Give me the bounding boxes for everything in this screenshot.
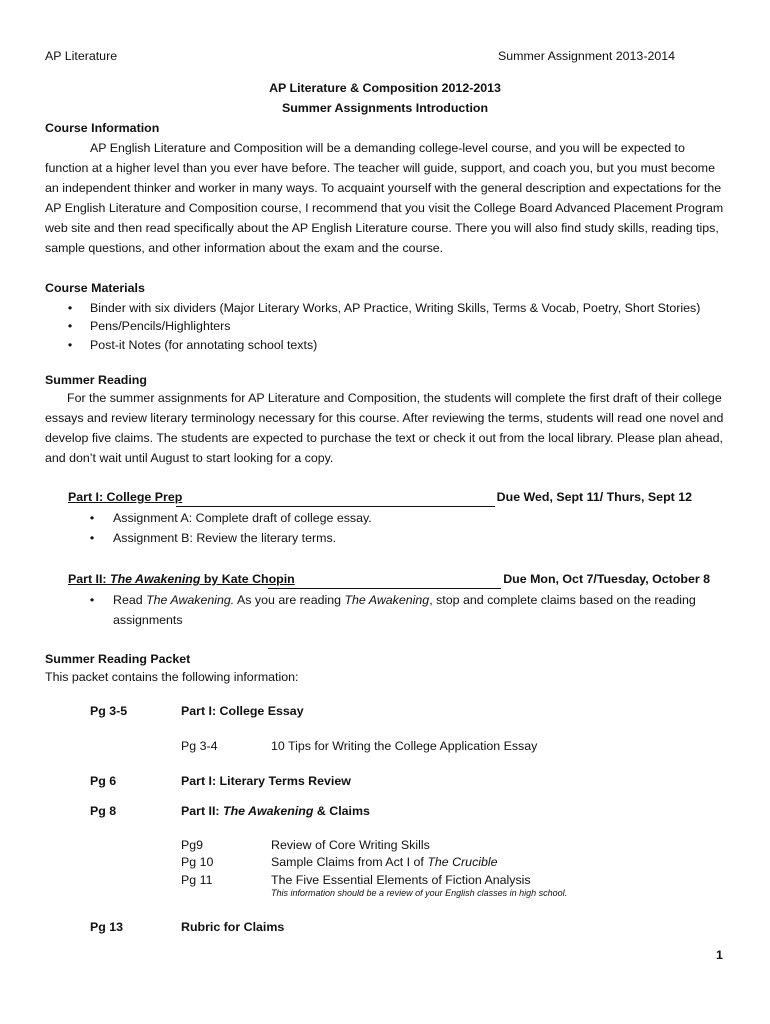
toc-note: This information should be a review of your English classes in high school.: [271, 888, 568, 898]
header-right: Summer Assignment 2013-2014: [498, 49, 676, 63]
summer-reading-heading: Summer Reading: [45, 373, 147, 387]
toc-sub-page: Pg 3-4: [181, 739, 218, 753]
title-line-2: Summer Assignments Introduction: [281, 101, 489, 115]
part2-header: [68, 569, 710, 589]
toc-sub-title: The Five Essential Elements of Fiction Analysis: [271, 873, 531, 887]
toc-sub-title: 10 Tips for Writing the College Application Essay: [271, 739, 538, 753]
course-info-heading: Course Information: [45, 121, 160, 135]
header-left: AP Literature: [45, 49, 118, 63]
summer-reading-body: For the summer assignments for AP Literature and Composition, the students will complete the first draft of their college essays and review literary terminology necessary for this course. After reviewing the terms, students will read one novel and develop five claims. The students are expected to purchase the text or check it out from the local library. Please plan ahead, and don’t wait until August to start looking for a copy.: [45, 391, 724, 465]
toc-title: Part I: Literary Terms Review: [181, 774, 351, 788]
toc-title: Part II: The Awakening & Claims: [181, 804, 370, 818]
bullet-icon: •: [89, 531, 95, 545]
toc-page: Pg 8: [90, 804, 117, 818]
list-item: Read The Awakening. As you are reading The Awakening, stop and complete claims based on the reading assignments: [113, 593, 696, 627]
bullet-icon: •: [89, 511, 95, 525]
part2-due: Due Mon, Oct 7/Tuesday, October 8: [501, 569, 710, 589]
toc-page: Pg 3-5: [90, 704, 128, 718]
title-line-1: AP Literature & Composition 2012-2013: [269, 81, 501, 95]
toc-title: Part I: College Essay: [181, 704, 304, 718]
toc-sub-page: Pg9: [181, 838, 204, 852]
part2-label: Part II: The Awakening by Kate Chopin: [68, 572, 295, 586]
toc-sub-title: Sample Claims from Act I of The Crucible: [271, 855, 498, 869]
toc-sub-page: Pg 11: [181, 873, 213, 887]
course-info-body: AP English Literature and Composition will be a demanding college-level course, and you will be expected to function at a higher level than you ever have before. The teacher will guide, support, and coach you, but you must become an independent thinker and worker in many ways. To acquaint yourself with the general description and expectations for the AP English Literature and Composition course, I recommend that you visit the College Board Advanced Placement Program web site and then read specifically about the AP English Literature course. There you will also find study skills, reading tips, sample questions, and other information about the exam and the course.: [45, 141, 724, 255]
course-materials-heading: Course Materials: [45, 281, 145, 295]
packet-intro: This packet contains the following information:: [45, 670, 299, 684]
toc-page: Pg 13: [90, 920, 124, 934]
part1-due: Due Wed, Sept 11/ Thurs, Sept 12: [495, 487, 692, 507]
toc-sub-page: Pg 10: [181, 855, 214, 869]
part1-header: [68, 487, 692, 507]
part1-label: Part I: College Prep: [68, 490, 183, 504]
toc-title: Rubric for Claims: [181, 920, 285, 934]
bullet-icon: •: [67, 338, 73, 352]
toc-sub-title: Review of Core Writing Skills: [271, 838, 430, 852]
bullet-icon: •: [89, 593, 95, 607]
bullet-icon: •: [67, 301, 73, 315]
packet-heading: Summer Reading Packet: [45, 652, 191, 666]
page-number: 1: [716, 948, 723, 962]
toc-page: Pg 6: [90, 774, 117, 788]
bullet-icon: •: [67, 319, 73, 333]
